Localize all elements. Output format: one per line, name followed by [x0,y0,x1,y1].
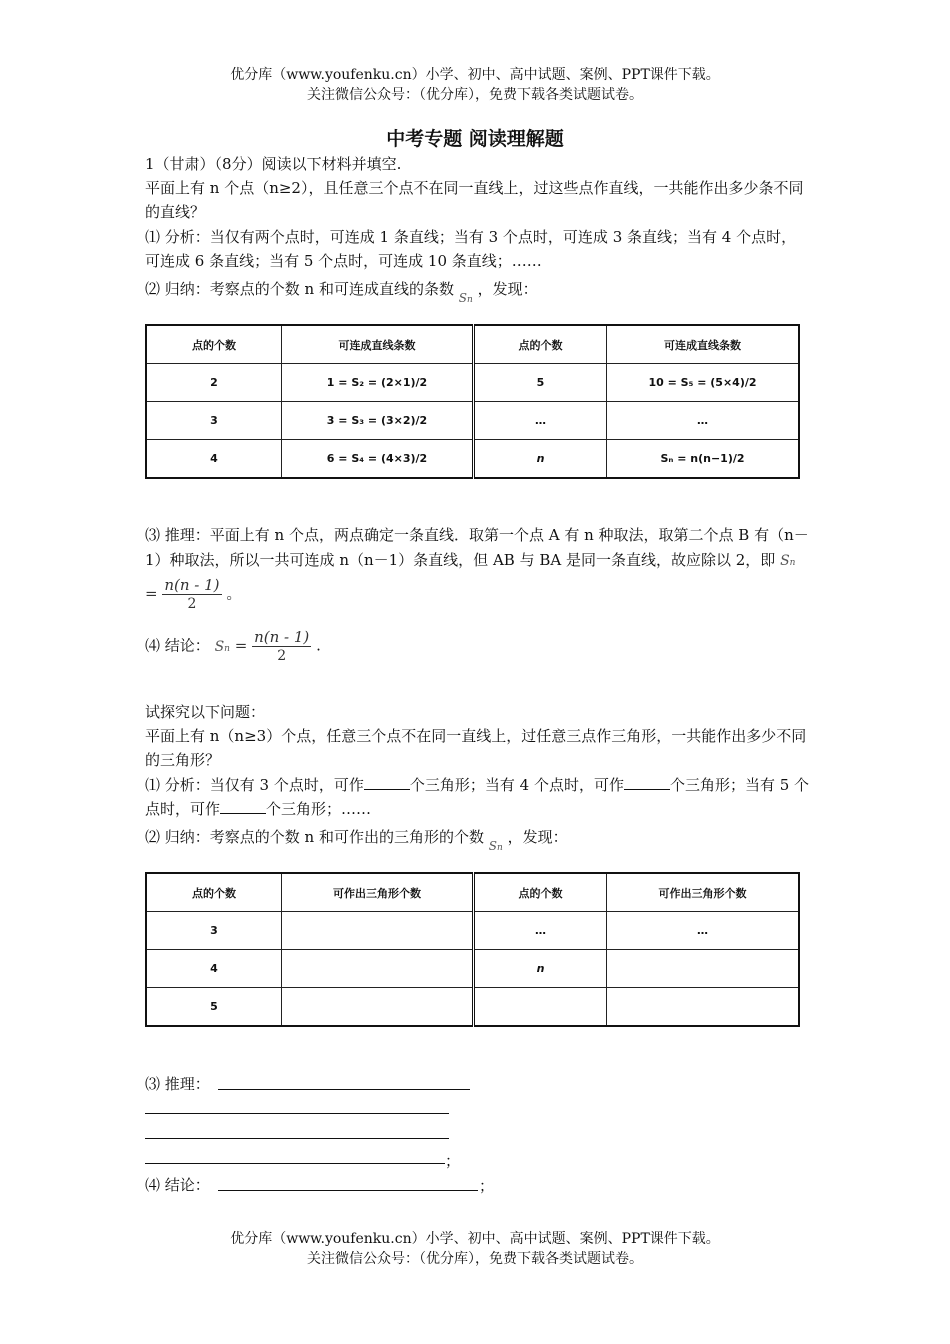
q1-induction [145,277,810,304]
table2-r0c3: … [607,912,800,950]
page-title: 中考专题 阅读理解题 [386,128,564,150]
q1-reasoning: ⑶ 推理：平面上有 n 个点，两点确定一条直线．取第一个点 A 有 n 种取法，取第二个点 B 有（n－1）种取法，所以一共可连成 n（n－1）条直线，但 AB 与 BA 是同一条直线，故应除以 2，即 Sn = $\frac{n(n - 1)}{2}$ 。 [145,526,809,612]
sn-subscript-4: n [496,843,503,853]
q1-induction-tail: ，发现： [477,280,538,298]
table2-r0c0: 3 [146,912,282,950]
table1-r0c0: 2 [146,364,282,402]
q2-analysis-b: 个三角形；当有 4 个点时，可作 [409,776,624,794]
answer-blank-3[interactable] [220,797,266,814]
fraction-numerator-2: n(n - 1) [254,628,310,646]
table1-h1: 可连成直线条数 [282,325,474,364]
sn-symbol-4 [489,836,503,854]
answer-blank-1[interactable] [364,773,410,790]
table-header-row [146,873,799,912]
answer-line-conclusion[interactable] [218,1189,478,1191]
table1-r1c3: … [607,402,800,440]
table2-r1c0: 4 [146,950,282,988]
table-row [146,440,799,479]
fraction-denominator-2: 2 [277,648,287,664]
table1-r2c0: 4 [146,440,282,479]
table2-r0c1[interactable] [282,912,474,950]
table2-h0: 点的个数 [146,873,282,912]
q1-analysis: ⑴ 分析：当仅有两个点时，可连成 1 条直线；当有 3 个点时，可连成 3 条直线；当有 4 个点时，可连成 6 条直线；当有 5 个点时，可连成 10 条直线；…… [145,228,797,270]
table2-h3: 可作出三角形个数 [607,873,800,912]
q1-conclusion-end: . [316,636,321,655]
table-row [146,988,799,1027]
table-row [146,364,799,402]
table1-h3: 可连成直线条数 [607,325,800,364]
header-line-2: 关注微信公众号：（优分库），免费下载各类试题试卷。 [307,87,643,103]
table-triangles [145,872,800,1027]
sn-letter-2: S [780,553,790,569]
sn-subscript-2: n [789,558,796,568]
table1-r0c3: 10 = S₅ = (5×4)/2 [607,364,800,402]
formula-fraction-1 [162,576,221,613]
answer-blank-2[interactable] [624,773,670,790]
q2-reasoning-label: ⑶ 推理： [145,1075,210,1093]
table1-r2c1: 6 = S₄ = (4×3)/2 [282,440,474,479]
fraction-denominator-1: 2 [187,596,197,612]
sn-subscript: n [466,295,473,305]
sn-letter-4: S [488,839,497,853]
table1-r2c3: Sₙ = n(n−1)/2 [607,440,800,479]
reasoning-semicolon: ； [445,1152,461,1170]
sn-letter: S [458,291,467,305]
q1-conclusion-text: ⑷ 结论： [145,636,210,655]
sn-symbol [459,288,473,306]
sn-letter-3: S [214,638,225,655]
fraction-numerator-1: n(n - 1) [164,576,220,594]
formula-fraction-2 [252,628,311,665]
answer-line-reasoning-4[interactable] [145,1162,445,1164]
table2-r0c2: … [474,912,607,950]
q2-intro: 试探究以下问题： [145,703,266,721]
table1-r1c2: … [474,402,607,440]
q2-analysis [145,773,810,821]
q2-analysis-d: 个三角形；…… [266,800,372,818]
sn-subscript-3: n [224,643,230,654]
table2-r2c1[interactable] [282,988,474,1027]
q1-paragraph-1: 平面上有 n 个点（n≥2），且任意三个点不在同一直线上，过这些点作直线，一共能作出多少条不同的直线？ [145,179,804,221]
q2-induction-tail: ，发现： [507,828,568,846]
table2-r2c3[interactable] [607,988,800,1027]
header-line-1: 优分库（www.youfenku.cn）小学、初中、高中试题、案例、PPT课件下载。 [230,67,720,83]
table2-r1c2: n [474,950,607,988]
table-lines [145,324,800,479]
q1-reasoning-text: ⑶ 推理：平面上有 n 个点，两点确定一条直线．取第一个点 A 有 n 种取法，取第二个点 B 有（n－1）种取法，所以一共可连成 n（n－1）条直线，但 AB 与 BA 是同一条直线，故应除以 2，即 [145,526,809,569]
table2-r2c2 [474,988,607,1027]
q2-analysis-c: 个三角形；当有 5 个点时，可作 [145,776,810,818]
footer-line-2: 关注微信公众号：（优分库），免费下载各类试题试卷。 [307,1251,643,1267]
table1-h2: 点的个数 [474,325,607,364]
table1-r2c2: n [474,440,607,479]
q1-reasoning-end: 。 [226,584,242,603]
sn-symbol-2 [780,553,795,569]
q1-conclusion: ⑷ 结论： Sn = $\frac{n(n - 1)}{2}$ . [145,628,321,664]
table-row [146,912,799,950]
table2-h1: 可作出三角形个数 [282,873,474,912]
table2-r1c3[interactable] [607,950,800,988]
answer-line-reasoning-3[interactable] [145,1137,449,1139]
q1-intro: 1（甘肃）（8分）阅读以下材料并填空. [145,155,402,173]
q2-paragraph-1: 平面上有 n（n≥3）个点，任意三个点不在同一直线上，过任意三点作三角形，一共能作出多少不同的三角形？ [145,727,807,769]
q2-analysis-a: ⑴ 分析：当仅有 3 个点时，可作 [145,776,364,794]
table1-r0c2: 5 [474,364,607,402]
sn-symbol-3 [215,639,230,655]
table2-r1c1[interactable] [282,950,474,988]
answer-line-reasoning-1[interactable] [218,1088,470,1090]
table1-r1c1: 3 = S₃ = (3×2)/2 [282,402,474,440]
answer-line-reasoning-2[interactable] [145,1112,449,1114]
table-header-row [146,325,799,364]
table-row [146,950,799,988]
q2-induction [145,825,810,852]
q2-induction-text: ⑵ 归纳：考察点的个数 n 和可作出的三角形的个数 [145,828,484,846]
table-row [146,402,799,440]
q1-induction-text: ⑵ 归纳：考察点的个数 n 和可连成直线的条数 [145,280,454,298]
footer-line-1: 优分库（www.youfenku.cn）小学、初中、高中试题、案例、PPT课件下载。 [230,1231,720,1247]
conclusion-semicolon: ； [479,1177,495,1195]
table1-r1c0: 3 [146,402,282,440]
table1-h0: 点的个数 [146,325,282,364]
table2-r2c0: 5 [146,988,282,1027]
table1-r0c1: 1 = S₂ = (2×1)/2 [282,364,474,402]
table2-h2: 点的个数 [474,873,607,912]
q2-conclusion-label: ⑷ 结论： [145,1176,210,1194]
